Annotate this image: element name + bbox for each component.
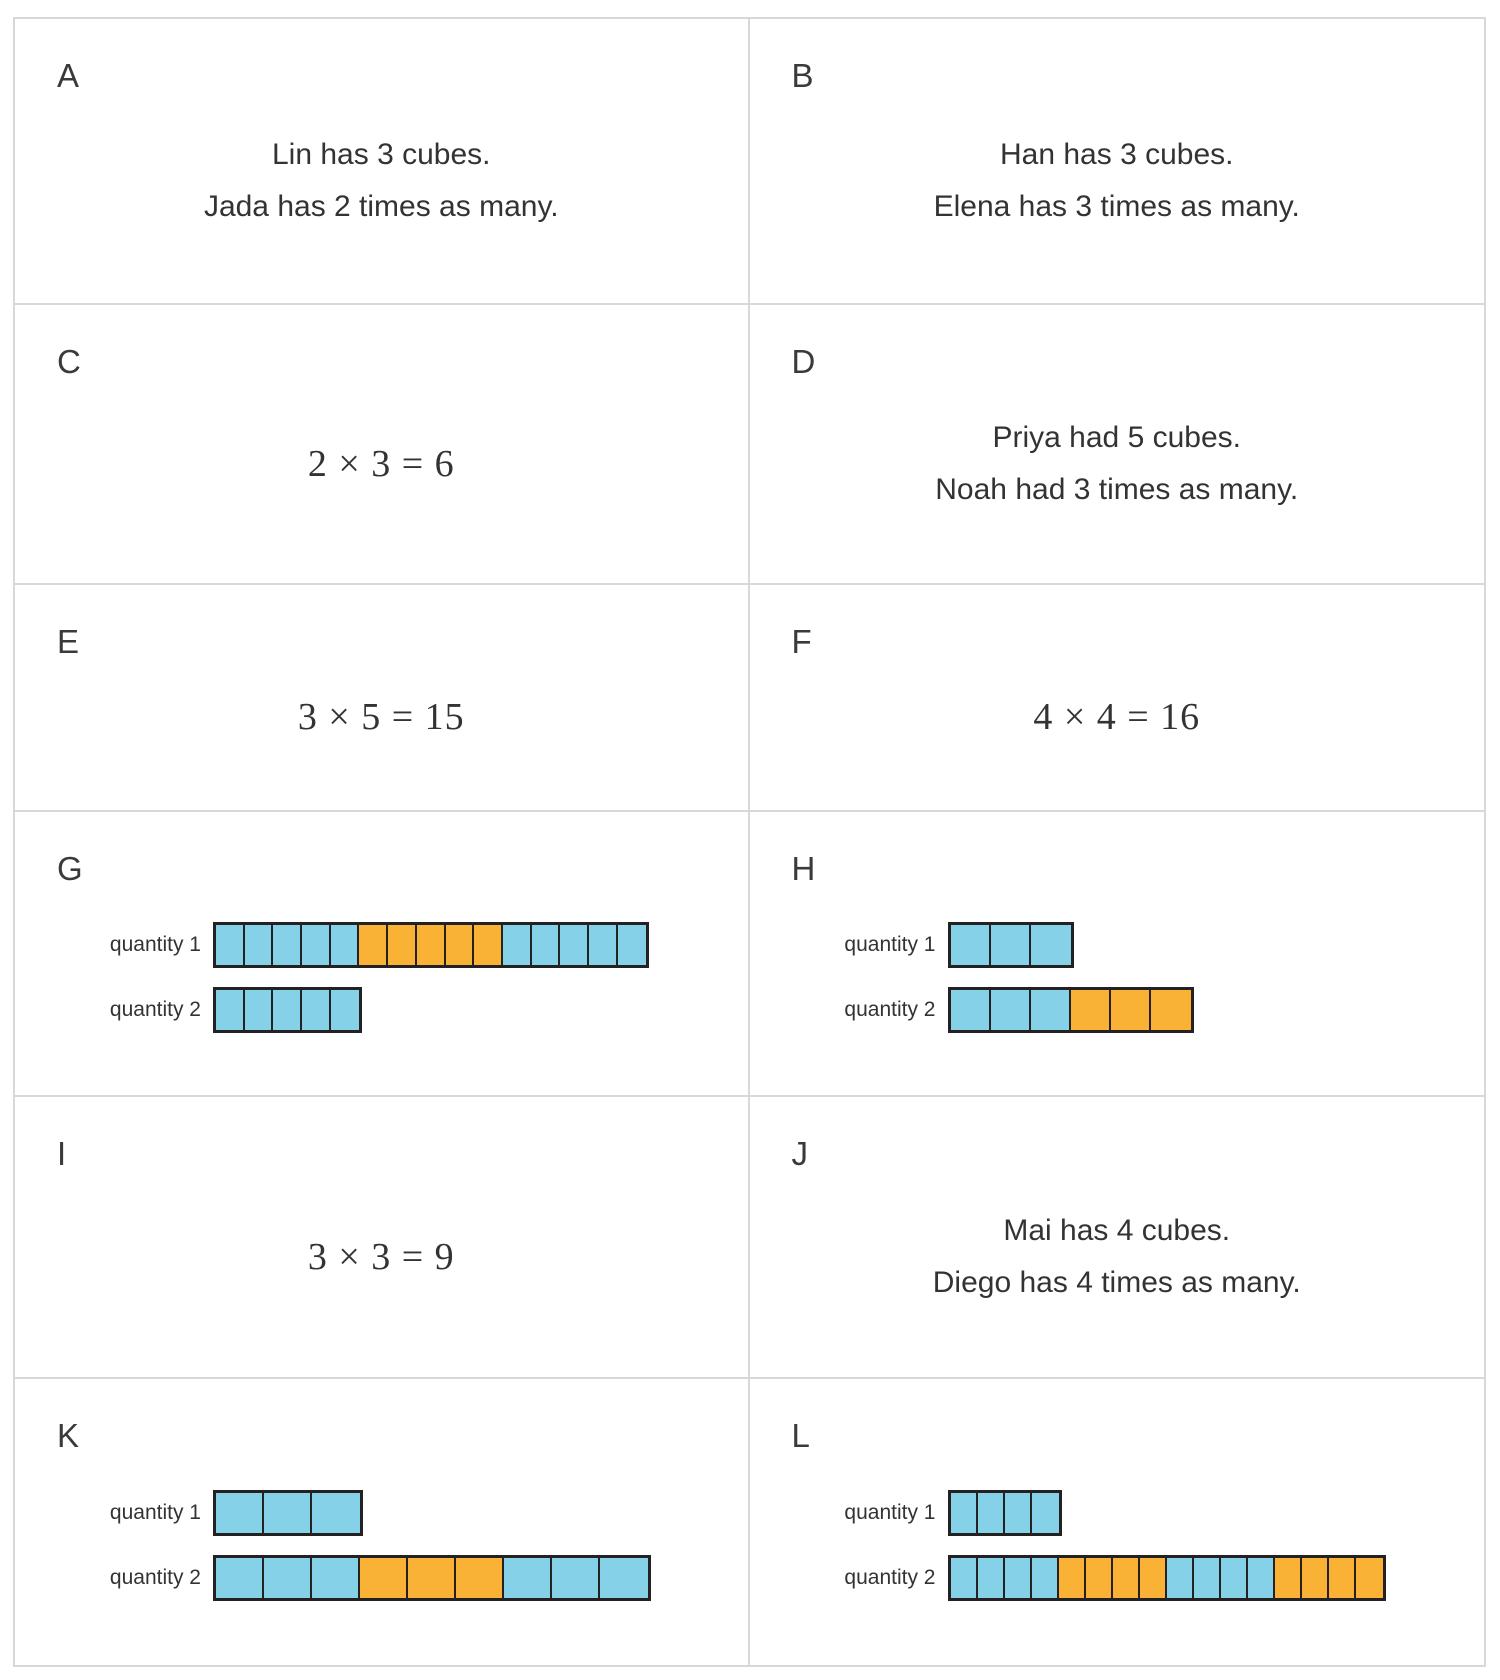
cube-bar bbox=[213, 1490, 363, 1536]
cube-bar bbox=[948, 1490, 1062, 1536]
quantity-label: quantity 1 bbox=[109, 932, 201, 956]
cube-blue bbox=[560, 925, 589, 965]
cube-orange bbox=[1086, 1558, 1113, 1598]
cube-blue bbox=[1248, 1558, 1275, 1598]
equation: 3 × 3 = 9 bbox=[307, 1235, 455, 1278]
cube-bar bbox=[213, 922, 649, 968]
cube-orange bbox=[1111, 990, 1151, 1030]
cube-blue bbox=[302, 925, 331, 965]
card-content bbox=[15, 1170, 748, 1377]
cube-blue bbox=[589, 925, 618, 965]
cube-blue bbox=[1032, 1558, 1059, 1598]
diagram-row bbox=[784, 1555, 1386, 1601]
quantity-label: quantity 1 bbox=[844, 1501, 936, 1524]
cube-bar bbox=[948, 987, 1194, 1033]
cube-blue bbox=[978, 1493, 1005, 1533]
card-F bbox=[750, 585, 1485, 812]
cube-orange bbox=[1356, 1558, 1383, 1598]
cube-orange bbox=[446, 925, 475, 965]
card-letter: J bbox=[791, 1135, 808, 1172]
card-content bbox=[750, 1452, 1485, 1665]
cube-blue bbox=[504, 1558, 552, 1598]
cube-blue bbox=[273, 925, 302, 965]
cube-blue bbox=[216, 925, 245, 965]
card-letter: I bbox=[57, 1135, 67, 1172]
cube-blue bbox=[1032, 1493, 1059, 1533]
cube-blue bbox=[1005, 1558, 1032, 1598]
card-C bbox=[15, 305, 750, 585]
cube-blue bbox=[302, 990, 331, 1030]
card-G bbox=[15, 812, 750, 1097]
cube-blue bbox=[991, 925, 1031, 965]
card-H bbox=[750, 812, 1485, 1097]
cube-orange bbox=[388, 925, 417, 965]
equation: 2 × 3 = 6 bbox=[307, 442, 455, 485]
cube-blue bbox=[1031, 990, 1071, 1030]
card-D bbox=[750, 305, 1485, 585]
cube-blue bbox=[600, 1558, 648, 1598]
quantity-label: quantity 1 bbox=[844, 932, 936, 956]
card-L bbox=[750, 1379, 1485, 1665]
quantity-label: quantity 2 bbox=[844, 997, 936, 1021]
cube-blue bbox=[216, 1493, 264, 1533]
card-letter: H bbox=[791, 850, 816, 887]
card-letter: D bbox=[791, 343, 816, 380]
cube-orange bbox=[1059, 1558, 1086, 1598]
card-K bbox=[15, 1379, 750, 1665]
quantity-label: quantity 2 bbox=[844, 1566, 936, 1589]
cube-orange bbox=[1151, 990, 1191, 1030]
cube-blue bbox=[951, 1558, 978, 1598]
cube-blue bbox=[532, 925, 561, 965]
cube-blue bbox=[552, 1558, 600, 1598]
cube-orange bbox=[1302, 1558, 1329, 1598]
cube-orange bbox=[1140, 1558, 1167, 1598]
cube-blue bbox=[331, 925, 360, 965]
card-text-line: Diego has 4 times as many. bbox=[932, 1265, 1301, 1299]
diagram-row bbox=[784, 922, 1074, 968]
card-content bbox=[15, 1452, 748, 1665]
cube-blue bbox=[312, 1558, 360, 1598]
cube-blue bbox=[1031, 925, 1071, 965]
cube-bar bbox=[948, 1555, 1386, 1601]
cube-orange bbox=[1329, 1558, 1356, 1598]
card-content bbox=[15, 378, 748, 583]
card-letter: F bbox=[791, 623, 812, 660]
card-content bbox=[750, 1170, 1485, 1377]
diagram-row bbox=[49, 987, 362, 1033]
card-content bbox=[750, 378, 1485, 583]
cube-blue bbox=[216, 990, 245, 1030]
cube-blue bbox=[951, 925, 991, 965]
quantity-label: quantity 2 bbox=[109, 1566, 201, 1589]
cube-blue bbox=[618, 925, 647, 965]
cube-blue bbox=[273, 990, 302, 1030]
cube-bar bbox=[948, 922, 1074, 968]
cube-blue bbox=[951, 1493, 978, 1533]
equation: 3 × 5 = 15 bbox=[297, 696, 465, 738]
card-content bbox=[750, 92, 1485, 303]
quantity-label: quantity 2 bbox=[109, 997, 201, 1021]
cube-blue bbox=[1221, 1558, 1248, 1598]
cube-blue bbox=[1194, 1558, 1221, 1598]
quantity-label: quantity 1 bbox=[109, 1501, 201, 1524]
cube-orange bbox=[360, 1558, 408, 1598]
card-letter: K bbox=[57, 1417, 80, 1454]
diagram-row bbox=[784, 1490, 1062, 1536]
card-text-line: Noah had 3 times as many. bbox=[935, 472, 1299, 506]
diagram-row bbox=[49, 1490, 363, 1536]
cube-blue bbox=[331, 990, 360, 1030]
diagram-row bbox=[49, 1555, 651, 1601]
card-text-line: Mai has 4 cubes. bbox=[1003, 1213, 1231, 1247]
cube-orange bbox=[417, 925, 446, 965]
card-content bbox=[750, 658, 1485, 810]
cube-blue bbox=[264, 1558, 312, 1598]
cube-orange bbox=[474, 925, 503, 965]
card-text-line: Jada has 2 times as many. bbox=[203, 189, 559, 223]
cube-orange bbox=[1071, 990, 1111, 1030]
cube-blue bbox=[951, 990, 991, 1030]
card-letter: G bbox=[57, 850, 83, 887]
card-A bbox=[15, 19, 750, 305]
card-text-line: Elena has 3 times as many. bbox=[933, 189, 1300, 223]
card-grid bbox=[13, 17, 1486, 1667]
cube-bar bbox=[213, 1555, 651, 1601]
card-content bbox=[15, 658, 748, 810]
card-content bbox=[750, 885, 1485, 1095]
diagram-row bbox=[49, 922, 649, 968]
card-B bbox=[750, 19, 1485, 305]
equation: 4 × 4 = 16 bbox=[1033, 696, 1201, 738]
cube-orange bbox=[359, 925, 388, 965]
cube-blue bbox=[312, 1493, 360, 1533]
card-content bbox=[15, 885, 748, 1095]
cube-blue bbox=[245, 925, 274, 965]
cube-orange bbox=[1113, 1558, 1140, 1598]
cube-blue bbox=[1005, 1493, 1032, 1533]
card-I bbox=[15, 1097, 750, 1379]
diagram-row bbox=[784, 987, 1194, 1033]
cube-orange bbox=[456, 1558, 504, 1598]
cube-blue bbox=[216, 1558, 264, 1598]
card-E bbox=[15, 585, 750, 812]
cube-blue bbox=[264, 1493, 312, 1533]
cube-orange bbox=[408, 1558, 456, 1598]
card-J bbox=[750, 1097, 1485, 1379]
card-text-line: Priya had 5 cubes. bbox=[992, 420, 1241, 454]
card-letter: B bbox=[791, 57, 814, 94]
card-letter: C bbox=[57, 343, 81, 380]
card-letter: A bbox=[57, 57, 80, 94]
card-text-line: Han has 3 cubes. bbox=[1000, 137, 1234, 171]
card-letter: L bbox=[791, 1417, 810, 1454]
cube-blue bbox=[978, 1558, 1005, 1598]
card-content bbox=[15, 92, 748, 303]
cube-blue bbox=[245, 990, 274, 1030]
card-text-line: Lin has 3 cubes. bbox=[272, 137, 491, 171]
cube-bar bbox=[213, 987, 362, 1033]
cube-blue bbox=[503, 925, 532, 965]
cube-orange bbox=[1275, 1558, 1302, 1598]
card-letter: E bbox=[57, 623, 80, 660]
cube-blue bbox=[1167, 1558, 1194, 1598]
cube-blue bbox=[991, 990, 1031, 1030]
